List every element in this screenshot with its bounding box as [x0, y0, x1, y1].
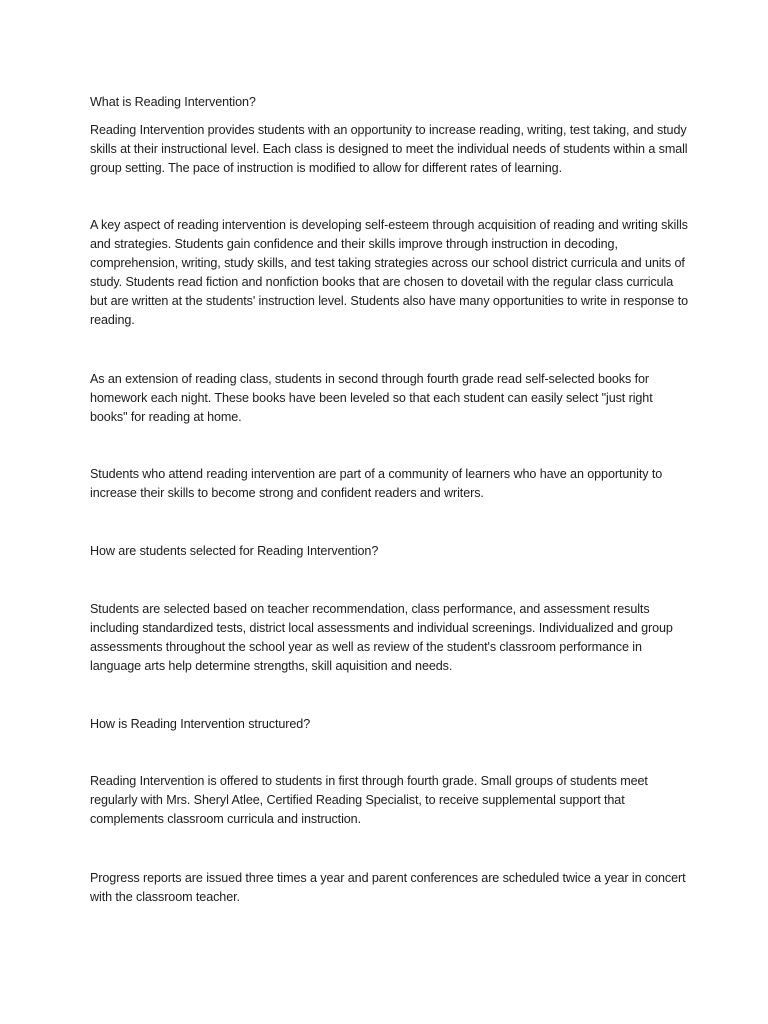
heading-how-are-students-selected: How are students selected for Reading Intervention?: [90, 544, 379, 558]
heading-what-is-reading-intervention: What is Reading Intervention?: [90, 95, 256, 109]
paragraph-community-of-learners: Students who attend reading intervention are part of a community of learners who have an opportunity to increase their skills to become strong and confident readers and writers.: [90, 467, 663, 500]
paragraph-key-aspect: A key aspect of reading intervention is developing self-esteem through acquisition of reading and writing skills and strategies. Students gain confidence and their skills improve through instruction in decoding, comprehension, writing, study skills, and test taking strategies across our school district curricula and units of study. Students read fiction and nonfiction books that are chosen to dovetail with the regular class curricula but are written at the students' instruction level. Students also have many opportunities to write in response to reading.: [90, 218, 689, 327]
paragraph-program-overview: Reading Intervention provides students with an opportunity to increase reading, writing, test taking, and study skills at their instructional level. Each class is designed to meet the individual needs of students within a small group setting. The pace of instruction is modified to allow for different rates of learning.: [90, 123, 688, 175]
paragraph-program-structure: Reading Intervention is offered to students in first through fourth grade. Small groups of students meet regularly with Mrs. Sheryl Atlee, Certified Reading Specialist, to receive supplemental support that complements classroom curricula and instruction.: [90, 774, 648, 826]
heading-how-is-it-structured: How is Reading Intervention structured?: [90, 717, 311, 731]
paragraph-progress-reports: Progress reports are issued three times a year and parent conferences are scheduled twice a year in concert with the classroom teacher.: [90, 871, 686, 904]
paragraph-homework-reading: As an extension of reading class, students in second through fourth grade read self-selected books for homework each night. These books have been leveled so that each student can easily select "just right books" for reading at home.: [90, 372, 653, 424]
paragraph-selection-criteria: Students are selected based on teacher recommendation, class performance, and assessment results including standardized tests, district local assessments and individual screenings. Individualized and group assessments throughout the school year as well as review of the student's classroom performance in language arts help determine strengths, skill aquisition and needs.: [90, 602, 673, 673]
